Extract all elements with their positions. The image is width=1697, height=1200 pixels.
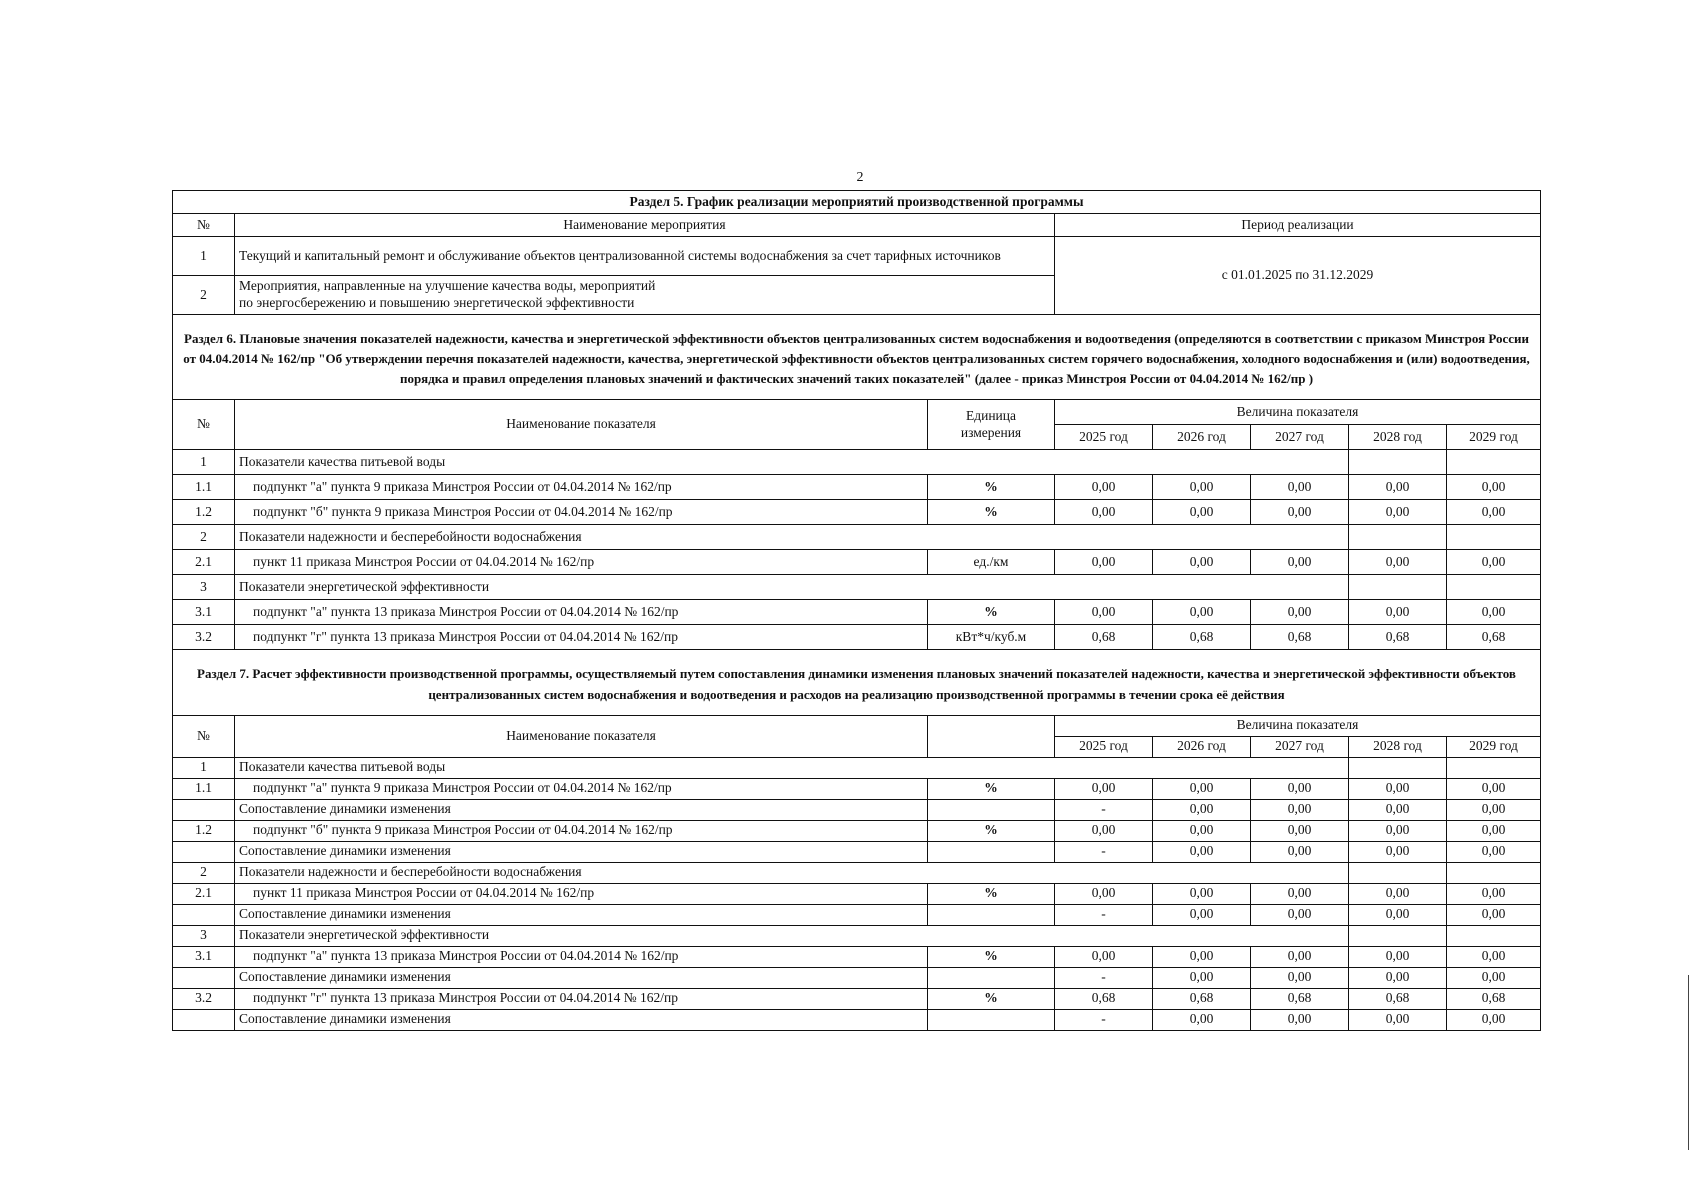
value: 0,68 bbox=[1153, 625, 1251, 650]
col-no-header: № bbox=[173, 400, 235, 450]
value: 0,00 bbox=[1055, 820, 1153, 841]
indicator-name: подпункт "а" пункта 13 приказа Минстроя России от 04.04.2014 № 162/пр bbox=[235, 600, 928, 625]
comparison-label: Сопоставление динамики изменения bbox=[235, 904, 928, 925]
row-number: 1.1 bbox=[173, 475, 235, 500]
value: 0,00 bbox=[1153, 500, 1251, 525]
comparison-value: 0,00 bbox=[1251, 967, 1349, 988]
value: 0,00 bbox=[1055, 500, 1153, 525]
comparison-value: - bbox=[1055, 904, 1153, 925]
col-period-header: Период реализации bbox=[1055, 214, 1541, 237]
empty-cell bbox=[173, 841, 235, 862]
group-row bbox=[173, 450, 1541, 475]
comparison-value: 0,00 bbox=[1349, 904, 1447, 925]
event-name bbox=[235, 276, 1055, 315]
comparison-value: - bbox=[1055, 841, 1153, 862]
value: 0,00 bbox=[1349, 778, 1447, 799]
value: 0,00 bbox=[1055, 475, 1153, 500]
group-row bbox=[173, 575, 1541, 600]
value: 0,00 bbox=[1153, 550, 1251, 575]
comparison-label: Сопоставление динамики изменения bbox=[235, 799, 928, 820]
value: 0,68 bbox=[1055, 988, 1153, 1009]
scan-edge-line bbox=[1688, 975, 1689, 1150]
group-row bbox=[173, 757, 1541, 778]
unit: % bbox=[928, 946, 1055, 967]
row-number: 3.2 bbox=[173, 988, 235, 1009]
comparison-value: 0,00 bbox=[1349, 799, 1447, 820]
unit: % bbox=[928, 778, 1055, 799]
table-row bbox=[173, 500, 1541, 525]
value: 0,00 bbox=[1447, 778, 1541, 799]
empty-cell bbox=[1447, 450, 1541, 475]
empty-cell bbox=[1447, 862, 1541, 883]
unit: кВт*ч/куб.м bbox=[928, 625, 1055, 650]
value: 0,00 bbox=[1251, 550, 1349, 575]
indicator-name: подпункт "б" пункта 9 приказа Минстроя России от 04.04.2014 № 162/пр bbox=[235, 500, 928, 525]
indicator-name: подпункт "а" пункта 13 приказа Минстроя России от 04.04.2014 № 162/пр bbox=[235, 946, 928, 967]
value: 0,00 bbox=[1251, 500, 1349, 525]
comparison-value: 0,00 bbox=[1251, 904, 1349, 925]
unit: ед./км bbox=[928, 550, 1055, 575]
empty-cell bbox=[928, 841, 1055, 862]
comparison-value: 0,00 bbox=[1447, 904, 1541, 925]
empty-cell bbox=[1447, 757, 1541, 778]
section7-title: Раздел 7. Расчет эффективности производственной программы, осуществляемый путем сопоставления динамики изменения плановых значений показателей надежности, качества и энергетической эффективности объектов централизованных систем водоснабжения и водоотведения и расходов на реализацию производственной программы в течении срока её действия bbox=[172, 650, 1541, 714]
value: 0,00 bbox=[1153, 820, 1251, 841]
row-number: 1 bbox=[173, 237, 235, 276]
value: 0,00 bbox=[1055, 946, 1153, 967]
value: 0,00 bbox=[1251, 475, 1349, 500]
empty-cell bbox=[173, 904, 235, 925]
empty-cell bbox=[928, 799, 1055, 820]
table-row bbox=[173, 600, 1541, 625]
group-name: Показатели энергетической эффективности bbox=[235, 925, 1349, 946]
year-header: 2028 год bbox=[1349, 425, 1447, 450]
empty-cell bbox=[1447, 925, 1541, 946]
empty-cell bbox=[1447, 525, 1541, 550]
comparison-value: 0,00 bbox=[1447, 967, 1541, 988]
unit: % bbox=[928, 820, 1055, 841]
comparison-label: Сопоставление динамики изменения bbox=[235, 1009, 928, 1030]
row-number: 3.1 bbox=[173, 600, 235, 625]
value: 0,68 bbox=[1447, 988, 1541, 1009]
value: 0,00 bbox=[1251, 600, 1349, 625]
empty-cell bbox=[173, 1009, 235, 1030]
table-row bbox=[173, 988, 1541, 1009]
row-number: 2 bbox=[173, 525, 235, 550]
col-unit-header-line: Единица bbox=[965, 408, 1016, 424]
empty-cell bbox=[173, 799, 235, 820]
comparison-value: - bbox=[1055, 967, 1153, 988]
row-number: 2 bbox=[173, 276, 235, 315]
empty-cell bbox=[1349, 525, 1447, 550]
event-name-line: по энергосбережению и повышению энергетической эффективности bbox=[239, 295, 635, 310]
table-row bbox=[173, 625, 1541, 650]
indicator-name: подпункт "а" пункта 9 приказа Минстроя России от 04.04.2014 № 162/пр bbox=[235, 778, 928, 799]
value: 0,00 bbox=[1349, 600, 1447, 625]
unit: % bbox=[928, 600, 1055, 625]
group-row bbox=[173, 525, 1541, 550]
empty-cell bbox=[1349, 925, 1447, 946]
value: 0,00 bbox=[1153, 475, 1251, 500]
comparison-value: 0,00 bbox=[1447, 841, 1541, 862]
value: 0,00 bbox=[1055, 778, 1153, 799]
row-number: 2.1 bbox=[173, 550, 235, 575]
value: 0,68 bbox=[1153, 988, 1251, 1009]
row-number: 1.2 bbox=[173, 820, 235, 841]
comparison-value: 0,00 bbox=[1153, 904, 1251, 925]
year-header: 2027 год bbox=[1251, 425, 1349, 450]
empty-cell bbox=[928, 967, 1055, 988]
table-row bbox=[173, 237, 1541, 276]
year-header: 2026 год bbox=[1153, 736, 1251, 757]
row-number: 2 bbox=[173, 862, 235, 883]
value: 0,00 bbox=[1349, 820, 1447, 841]
value: 0,68 bbox=[1349, 625, 1447, 650]
year-header: 2026 год bbox=[1153, 425, 1251, 450]
comparison-label: Сопоставление динамики изменения bbox=[235, 967, 928, 988]
group-row bbox=[173, 862, 1541, 883]
col-event-name-header: Наименование мероприятия bbox=[235, 214, 1055, 237]
row-number: 3 bbox=[173, 925, 235, 946]
table-row bbox=[173, 550, 1541, 575]
comparison-value: 0,00 bbox=[1447, 799, 1541, 820]
comparison-value: 0,00 bbox=[1349, 841, 1447, 862]
row-number: 3.2 bbox=[173, 625, 235, 650]
year-header: 2027 год bbox=[1251, 736, 1349, 757]
value: 0,00 bbox=[1251, 820, 1349, 841]
row-number: 1.1 bbox=[173, 778, 235, 799]
row-number: 2.1 bbox=[173, 883, 235, 904]
row-number: 1 bbox=[173, 450, 235, 475]
unit: % bbox=[928, 883, 1055, 904]
value: 0,00 bbox=[1447, 500, 1541, 525]
section6-table bbox=[172, 399, 1541, 650]
col-unit-header bbox=[928, 715, 1055, 757]
indicator-name: подпункт "б" пункта 9 приказа Минстроя России от 04.04.2014 № 162/пр bbox=[235, 820, 928, 841]
value: 0,00 bbox=[1251, 883, 1349, 904]
table-row bbox=[173, 778, 1541, 799]
group-name: Показатели надежности и бесперебойности водоснабжения bbox=[235, 862, 1349, 883]
col-no-header: № bbox=[173, 214, 235, 237]
col-value-header: Величина показателя bbox=[1055, 715, 1541, 736]
row-number: 1.2 bbox=[173, 500, 235, 525]
indicator-name: подпункт "а" пункта 9 приказа Минстроя России от 04.04.2014 № 162/пр bbox=[235, 475, 928, 500]
row-number: 3.1 bbox=[173, 946, 235, 967]
empty-cell bbox=[928, 1009, 1055, 1030]
empty-cell bbox=[173, 967, 235, 988]
section5-title: Раздел 5. График реализации мероприятий производственной программы bbox=[173, 191, 1541, 214]
value: 0,00 bbox=[1447, 550, 1541, 575]
group-name: Показатели качества питьевой воды bbox=[235, 450, 1349, 475]
comparison-value: 0,00 bbox=[1251, 799, 1349, 820]
document-sheet bbox=[172, 190, 1541, 1031]
value: 0,00 bbox=[1349, 883, 1447, 904]
group-name: Показатели качества питьевой воды bbox=[235, 757, 1349, 778]
section6-title: Раздел 6. Плановые значения показателей надежности, качества и энергетической эффективности объектов централизованных систем водоснабжения и водоотведения (определяются в соответствии с приказом Минстроя России от 04.04.2014 № 162/пр "Об утверждении перечня показателей надежности, качества, энергетической эффективности объектов централизованных систем горячего водоснабжения, холодного водоснабжения и (или) водоотведения, порядка и правил определения плановых значений и фактических значений таких показателей" (далее - приказ Минстроя России от 04.04.2014 № 162/пр ) bbox=[172, 315, 1541, 399]
year-header: 2029 год bbox=[1447, 425, 1541, 450]
value: 0,00 bbox=[1055, 550, 1153, 575]
event-name-line: Мероприятия, направленные на улучшение качества воды, мероприятий bbox=[239, 278, 656, 294]
table-row bbox=[173, 883, 1541, 904]
empty-cell bbox=[1349, 862, 1447, 883]
value: 0,68 bbox=[1251, 988, 1349, 1009]
unit: % bbox=[928, 500, 1055, 525]
value: 0,00 bbox=[1153, 600, 1251, 625]
value: 0,00 bbox=[1349, 475, 1447, 500]
comparison-value: 0,00 bbox=[1153, 799, 1251, 820]
comparison-value: 0,00 bbox=[1349, 967, 1447, 988]
empty-cell bbox=[928, 904, 1055, 925]
table-row bbox=[173, 946, 1541, 967]
comparison-row bbox=[173, 841, 1541, 862]
value: 0,00 bbox=[1153, 883, 1251, 904]
value: 0,00 bbox=[1153, 946, 1251, 967]
event-name: Текущий и капитальный ремонт и обслуживание объектов централизованной системы водоснабжения за счет тарифных источников bbox=[235, 237, 1055, 276]
comparison-row bbox=[173, 904, 1541, 925]
value: 0,68 bbox=[1251, 625, 1349, 650]
indicator-name: пункт 11 приказа Минстроя России от 04.04.2014 № 162/пр bbox=[235, 883, 928, 904]
comparison-row bbox=[173, 799, 1541, 820]
value: 0,68 bbox=[1349, 988, 1447, 1009]
comparison-value: 0,00 bbox=[1153, 1009, 1251, 1030]
comparison-value: - bbox=[1055, 799, 1153, 820]
value: 0,00 bbox=[1349, 500, 1447, 525]
value: 0,00 bbox=[1055, 883, 1153, 904]
value: 0,00 bbox=[1153, 778, 1251, 799]
comparison-value: 0,00 bbox=[1153, 841, 1251, 862]
group-row bbox=[173, 925, 1541, 946]
value: 0,00 bbox=[1251, 778, 1349, 799]
col-value-header: Величина показателя bbox=[1055, 400, 1541, 425]
comparison-row bbox=[173, 967, 1541, 988]
empty-cell bbox=[1349, 757, 1447, 778]
comparison-value: 0,00 bbox=[1153, 967, 1251, 988]
indicator-name: пункт 11 приказа Минстроя России от 04.04.2014 № 162/пр bbox=[235, 550, 928, 575]
table-row bbox=[173, 475, 1541, 500]
comparison-value: 0,00 bbox=[1349, 1009, 1447, 1030]
unit: % bbox=[928, 988, 1055, 1009]
value: 0,00 bbox=[1447, 600, 1541, 625]
section7-table bbox=[172, 715, 1541, 1031]
col-unit-header bbox=[928, 400, 1055, 450]
empty-cell bbox=[1349, 575, 1447, 600]
indicator-name: подпункт "г" пункта 13 приказа Минстроя России от 04.04.2014 № 162/пр bbox=[235, 988, 928, 1009]
year-header: 2025 год bbox=[1055, 425, 1153, 450]
comparison-label: Сопоставление динамики изменения bbox=[235, 841, 928, 862]
value: 0,00 bbox=[1447, 475, 1541, 500]
value: 0,00 bbox=[1447, 883, 1541, 904]
value: 0,68 bbox=[1055, 625, 1153, 650]
page-number: 2 bbox=[856, 170, 864, 185]
section5-table bbox=[172, 190, 1541, 315]
value: 0,00 bbox=[1349, 550, 1447, 575]
col-indicator-name-header: Наименование показателя bbox=[235, 715, 928, 757]
year-header: 2029 год bbox=[1447, 736, 1541, 757]
value: 0,00 bbox=[1349, 946, 1447, 967]
indicator-name: подпункт "г" пункта 13 приказа Минстроя России от 04.04.2014 № 162/пр bbox=[235, 625, 928, 650]
comparison-value: - bbox=[1055, 1009, 1153, 1030]
year-header: 2028 год bbox=[1349, 736, 1447, 757]
comparison-row bbox=[173, 1009, 1541, 1030]
group-name: Показатели надежности и бесперебойности водоснабжения bbox=[235, 525, 1349, 550]
value: 0,00 bbox=[1447, 946, 1541, 967]
col-indicator-name-header: Наименование показателя bbox=[235, 400, 928, 450]
year-header: 2025 год bbox=[1055, 736, 1153, 757]
table-row bbox=[173, 820, 1541, 841]
group-name: Показатели энергетической эффективности bbox=[235, 575, 1349, 600]
row-number: 3 bbox=[173, 575, 235, 600]
comparison-value: 0,00 bbox=[1251, 841, 1349, 862]
value: 0,00 bbox=[1055, 600, 1153, 625]
implementation-period: с 01.01.2025 по 31.12.2029 bbox=[1055, 237, 1541, 315]
comparison-value: 0,00 bbox=[1447, 1009, 1541, 1030]
comparison-value: 0,00 bbox=[1251, 1009, 1349, 1030]
col-no-header: № bbox=[173, 715, 235, 757]
value: 0,00 bbox=[1251, 946, 1349, 967]
empty-cell bbox=[1447, 575, 1541, 600]
value: 0,68 bbox=[1447, 625, 1541, 650]
col-unit-header-line: измерения bbox=[960, 424, 1022, 440]
unit: % bbox=[928, 475, 1055, 500]
empty-cell bbox=[1349, 450, 1447, 475]
value: 0,00 bbox=[1447, 820, 1541, 841]
row-number: 1 bbox=[173, 757, 235, 778]
